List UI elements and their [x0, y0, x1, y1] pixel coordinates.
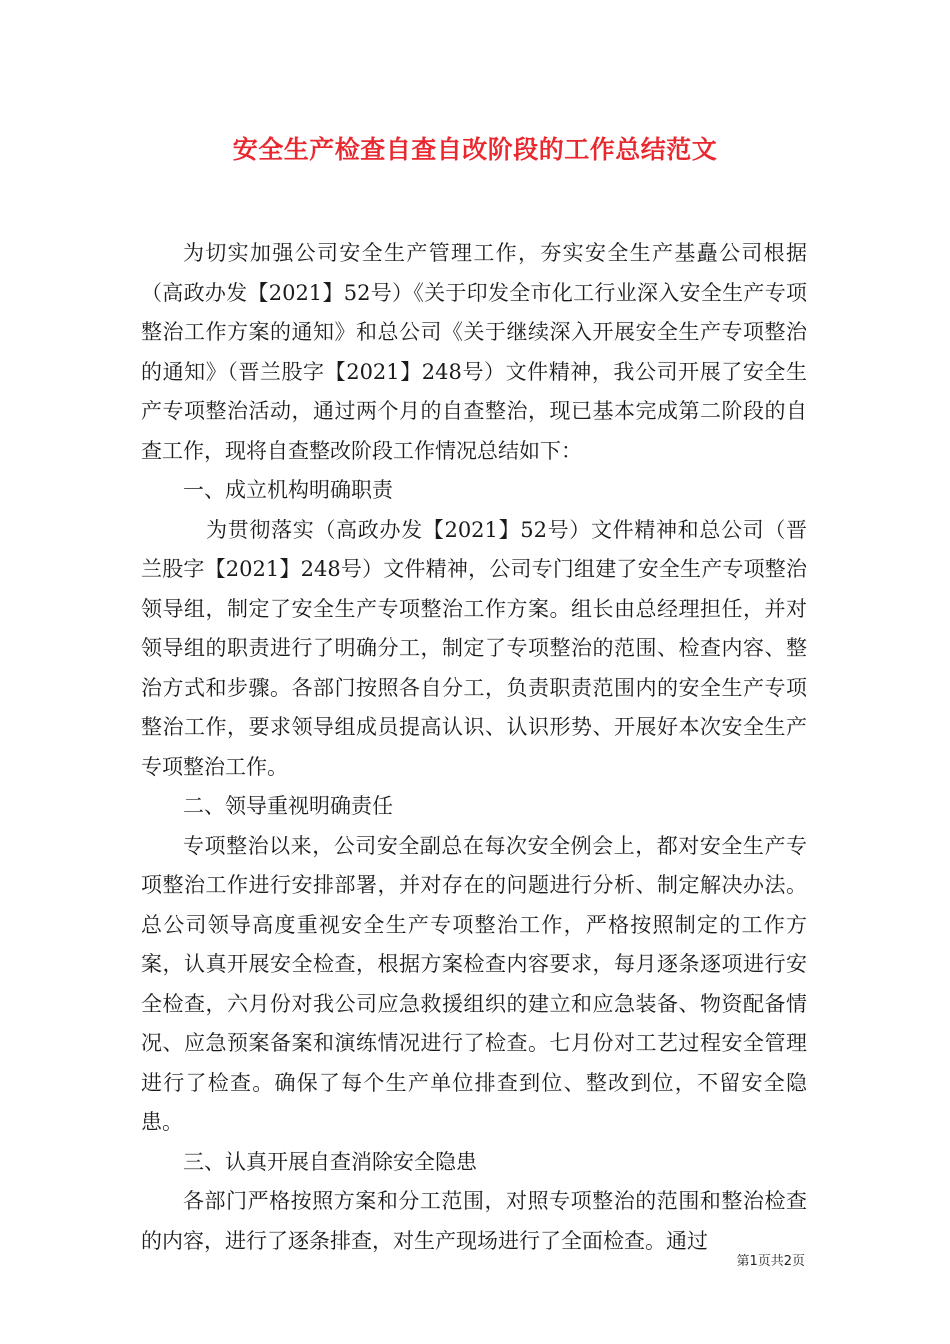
document-body	[141, 234, 807, 1261]
section-heading-2: 二、领导重视明确责任	[183, 794, 393, 818]
paragraph-section-3: 各部门严格按照方案和分工范围，对照专项整治的范围和整治检查的内容，进行了逐条排查，对生产现场进行了全面检查。通过	[141, 1189, 807, 1253]
paragraph-intro: 为切实加强公司安全生产管理工作，夯实安全生产基矗公司根据（高政办发【2021】52号）《关于印发全市化工行业深入安全生产专项整治工作方案的通知》和总公司《关于继续深入开展安全生产专项整治的通知》（晋兰股字【2021】248号）文件精神，我公司开展了安全生产专项整治活动，通过两个月的自查整治，现已基本完成第二阶段的自查工作，现将自查整改阶段工作情况总结如下：	[141, 241, 807, 463]
section-heading-1: 一、成立机构明确职责	[183, 478, 393, 502]
paragraph-section-1: 为贯彻落实（高政办发【2021】52号）文件精神和总公司（晋兰股字【2021】248号）文件精神，公司专门组建了安全生产专项整治领导组，制定了安全生产专项整治工作方案。组长由总经理担任，并对领导组的职责进行了明确分工，制定了专项整治的范围、检查内容、整治方式和步骤。各部门按照各自分工，负责职责范围内的安全生产专项整治工作，要求领导组成员提高认识、认识形势、开展好本次安全生产专项整治工作。	[141, 517, 807, 779]
document-title: 安全生产检查自查自改阶段的工作总结范文	[232, 135, 718, 164]
page-number: 第1页共2页	[736, 1254, 805, 1269]
paragraph-section-2: 专项整治以来，公司安全副总在每次安全例会上，都对安全生产专项整治工作进行安排部署，并对存在的问题进行分析、制定解决办法。总公司领导高度重视安全生产专项整治工作，严格按照制定的工作方案，认真开展安全检查，根据方案检查内容要求，每月逐条逐项进行安全检查，六月份对我公司应急救援组织的建立和应急装备、物资配备情况、应急预案备案和演练情况进行了检查。七月份对工艺过程安全管理进行了检查。确保了每个生产单位排查到位、整改到位，不留安全隐患。	[141, 833, 807, 1134]
section-heading-3: 三、认真开展自查消除安全隐患	[183, 1149, 477, 1174]
